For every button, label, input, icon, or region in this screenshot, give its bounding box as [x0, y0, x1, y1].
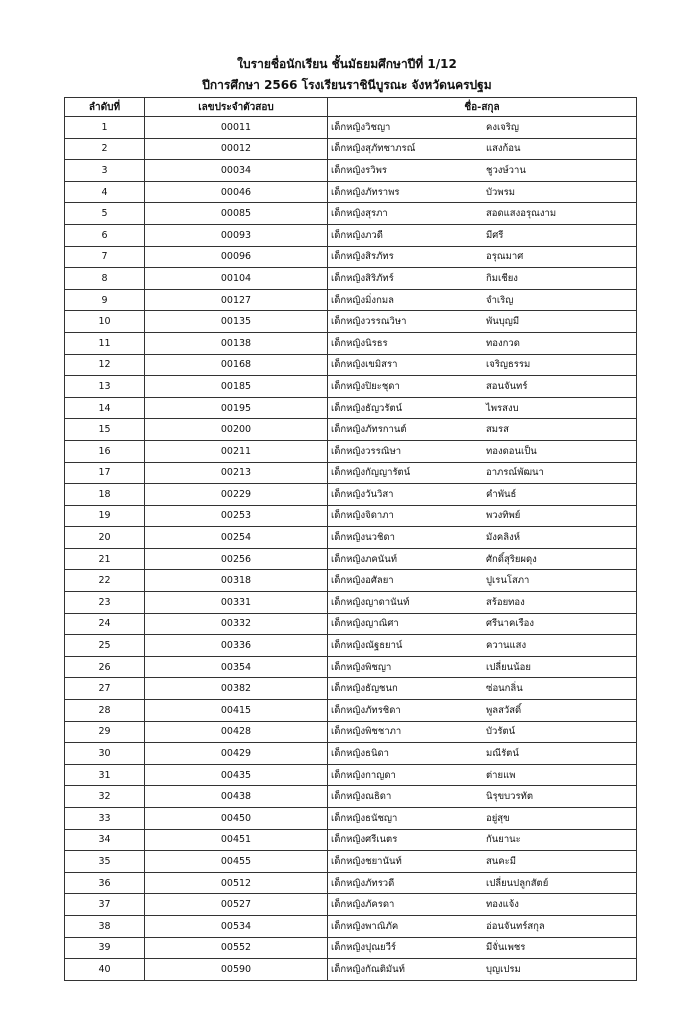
last-name: สนคะมี [486, 855, 517, 867]
first-name: เด็กหญิงธัญชนก [331, 683, 398, 695]
student-name [328, 570, 637, 592]
exam-id: 00534 [145, 915, 328, 937]
row-number: 25 [65, 635, 145, 657]
first-name: เด็กหญิงภวดี [331, 229, 383, 241]
exam-id: 00256 [145, 548, 328, 570]
first-name: เด็กหญิงรวิพร [331, 164, 387, 176]
last-name: อ่อนจันทร์สกุล [486, 920, 545, 932]
exam-id: 00455 [145, 851, 328, 873]
row-number: 39 [65, 937, 145, 959]
last-name: จำเริญ [486, 294, 514, 306]
first-name: เด็กหญิงภคนันท์ [331, 553, 398, 565]
table-row [65, 592, 637, 614]
last-name: สร้อยทอง [486, 596, 525, 608]
first-name: เด็กหญิงภัทรวดี [331, 877, 395, 889]
row-number: 21 [65, 548, 145, 570]
table-row [65, 613, 637, 635]
exam-id: 00211 [145, 440, 328, 462]
exam-id: 00185 [145, 376, 328, 398]
student-name [328, 786, 637, 808]
last-name: สมรส [486, 424, 509, 436]
first-name: เด็กหญิงจิดาภา [331, 510, 394, 522]
row-number: 10 [65, 311, 145, 333]
row-number: 12 [65, 354, 145, 376]
student-name [328, 872, 637, 894]
exam-id: 00253 [145, 505, 328, 527]
last-name: มณีรัตน์ [486, 748, 519, 760]
row-number: 2 [65, 138, 145, 160]
last-name: ชูวงษ์วาน [486, 164, 526, 176]
row-number: 19 [65, 505, 145, 527]
row-number: 24 [65, 613, 145, 635]
last-name: ต่ายแพ [486, 769, 516, 781]
exam-id: 00168 [145, 354, 328, 376]
student-name [328, 117, 637, 139]
first-name: เด็กหญิงอศัลยา [331, 575, 394, 587]
header-name: ชื่อ-สกุล [328, 98, 637, 117]
row-number: 29 [65, 721, 145, 743]
row-number: 5 [65, 203, 145, 225]
last-name: กิมเชียง [486, 272, 518, 284]
row-number: 7 [65, 246, 145, 268]
table-row [65, 678, 637, 700]
student-name [328, 354, 637, 376]
table-row [65, 570, 637, 592]
first-name: เด็กหญิงสุภัทชาภรณ์ [331, 143, 416, 155]
last-name: กันยานะ [486, 834, 521, 846]
student-name [328, 462, 637, 484]
table-row [65, 829, 637, 851]
first-name: เด็กหญิงมิ่งกมล [331, 294, 394, 306]
exam-id: 00135 [145, 311, 328, 333]
first-name: เด็กหญิงสุรภา [331, 208, 388, 220]
exam-id: 00450 [145, 808, 328, 830]
first-name: เด็กหญิงภัครดา [331, 899, 395, 911]
row-number: 38 [65, 915, 145, 937]
row-number: 31 [65, 764, 145, 786]
exam-id: 00428 [145, 721, 328, 743]
table-row [65, 440, 637, 462]
student-name [328, 592, 637, 614]
last-name: บัวพรม [486, 186, 515, 198]
table-header-row [65, 98, 637, 117]
first-name: เด็กหญิงวรรณวิษา [331, 316, 407, 328]
table-row [65, 332, 637, 354]
student-name [328, 138, 637, 160]
exam-id: 00318 [145, 570, 328, 592]
last-name: นิรุขบวรทัต [486, 791, 533, 803]
table-row [65, 764, 637, 786]
exam-id: 00451 [145, 829, 328, 851]
row-number: 35 [65, 851, 145, 873]
exam-id: 00046 [145, 181, 328, 203]
first-name: เด็กหญิงปิยะชุดา [331, 380, 400, 392]
first-name: เด็กหญิงปุณยวีร์ [331, 942, 397, 954]
table-body [65, 117, 637, 981]
table-row [65, 700, 637, 722]
first-name: เด็กหญิงกัญญารัตน์ [331, 467, 411, 479]
first-name: เด็กหญิงกาญดา [331, 769, 396, 781]
last-name: ศรีนาคเรือง [486, 618, 535, 630]
table-row [65, 160, 637, 182]
student-name [328, 246, 637, 268]
first-name: เด็กหญิงวันวิสา [331, 488, 394, 500]
first-name: เด็กหญิงพิชชาภา [331, 726, 402, 738]
last-name: เปลี่ยนน้อย [486, 661, 531, 673]
last-name: บุญเปรม [486, 963, 521, 975]
row-number: 16 [65, 440, 145, 462]
last-name: สอดแสงอรุณงาม [486, 208, 557, 220]
exam-id: 00034 [145, 160, 328, 182]
exam-id: 00096 [145, 246, 328, 268]
table-row [65, 808, 637, 830]
first-name: เด็กหญิงวรรณิษา [331, 445, 402, 457]
first-name: เด็กหญิงญาณิศา [331, 618, 399, 630]
last-name: พันบุญมี [486, 316, 520, 328]
last-name: ทองกวด [486, 337, 520, 349]
exam-id: 00254 [145, 527, 328, 549]
student-name [328, 332, 637, 354]
student-name [328, 721, 637, 743]
first-name: เด็กหญิงวิชญา [331, 121, 391, 133]
row-number: 4 [65, 181, 145, 203]
last-name: ควานแสง [486, 640, 527, 652]
first-name: เด็กหญิงภัทราพร [331, 186, 400, 198]
table-row [65, 246, 637, 268]
last-name: แสงก้อน [486, 143, 521, 155]
student-name [328, 656, 637, 678]
row-number: 23 [65, 592, 145, 614]
exam-id: 00104 [145, 268, 328, 290]
exam-id: 00332 [145, 613, 328, 635]
first-name: เด็กหญิงภัทรกานต์ [331, 424, 407, 436]
table-row [65, 138, 637, 160]
row-number: 14 [65, 397, 145, 419]
header-number: ลำดับที่ [65, 98, 145, 117]
last-name: ซ่อนกลิ่น [486, 683, 523, 695]
table-row [65, 527, 637, 549]
student-table [64, 97, 637, 981]
row-number: 17 [65, 462, 145, 484]
student-name [328, 527, 637, 549]
document-title: ใบรายชื่อนักเรียน ชั้นมัธยมศึกษาปีที่ 1/12 [237, 57, 457, 71]
student-name [328, 937, 637, 959]
exam-id: 00093 [145, 224, 328, 246]
row-number: 34 [65, 829, 145, 851]
row-number: 22 [65, 570, 145, 592]
table-row [65, 419, 637, 441]
first-name: เด็กหญิงสิริภัทร์ [331, 272, 394, 284]
row-number: 8 [65, 268, 145, 290]
student-name [328, 915, 637, 937]
last-name: มีศรี [486, 229, 504, 241]
first-name: เด็กหญิงญาดานันท์ [331, 596, 410, 608]
first-name: เด็กหญิงชยานันท์ [331, 855, 402, 867]
exam-id: 00331 [145, 592, 328, 614]
row-number: 30 [65, 743, 145, 765]
last-name: พูลสวัสดิ์ [486, 704, 522, 716]
first-name: เด็กหญิงณธิดา [331, 791, 392, 803]
last-name: อยู่สุข [486, 812, 510, 824]
last-name: ศักดิ์สุริยผดุง [486, 553, 537, 565]
first-name: เด็กหญิงธนัชญา [331, 812, 398, 824]
first-name: เด็กหญิงศรีเนตร [331, 834, 398, 846]
student-name [328, 440, 637, 462]
row-number: 32 [65, 786, 145, 808]
first-name: เด็กหญิงณัฐธยาน์ [331, 640, 403, 652]
exam-id: 00085 [145, 203, 328, 225]
first-name: เด็กหญิงธัญวรัตน์ [331, 402, 403, 414]
table-row [65, 181, 637, 203]
last-name: เปลี่ยนปลูกสัตย์ [486, 877, 549, 889]
student-name [328, 851, 637, 873]
table-row [65, 354, 637, 376]
exam-id: 00229 [145, 484, 328, 506]
row-number: 9 [65, 289, 145, 311]
first-name: เด็กหญิงพิชญา [331, 661, 392, 673]
row-number: 1 [65, 117, 145, 139]
student-name [328, 311, 637, 333]
student-name [328, 829, 637, 851]
first-name: เด็กหญิงสิรภัทร [331, 251, 394, 263]
student-name [328, 959, 637, 981]
exam-id: 00200 [145, 419, 328, 441]
exam-id: 00415 [145, 700, 328, 722]
table-row [65, 311, 637, 333]
exam-id: 00011 [145, 117, 328, 139]
last-name: มังคลิงห์ [486, 532, 520, 544]
table-row [65, 894, 637, 916]
last-name: สอนจันทร์ [486, 380, 528, 392]
table-row [65, 462, 637, 484]
row-number: 13 [65, 376, 145, 398]
table-row [65, 915, 637, 937]
row-number: 37 [65, 894, 145, 916]
row-number: 33 [65, 808, 145, 830]
student-name [328, 808, 637, 830]
table-row [65, 656, 637, 678]
exam-id: 00213 [145, 462, 328, 484]
last-name: ปูเรนโสภา [486, 575, 530, 587]
student-name [328, 268, 637, 290]
row-number: 28 [65, 700, 145, 722]
student-name [328, 764, 637, 786]
row-number: 6 [65, 224, 145, 246]
last-name: บัวรัตน์ [486, 726, 516, 738]
exam-id: 00438 [145, 786, 328, 808]
exam-id: 00382 [145, 678, 328, 700]
exam-id: 00195 [145, 397, 328, 419]
student-name [328, 376, 637, 398]
student-name [328, 635, 637, 657]
first-name: เด็กหญิงนิรธร [331, 337, 388, 349]
document-subtitle: ปีการศึกษา 2566 โรงเรียนราชินีบูรณะ จังหวัดนครปฐม [202, 78, 492, 92]
exam-id: 00429 [145, 743, 328, 765]
table-row [65, 786, 637, 808]
student-name [328, 613, 637, 635]
exam-id: 00512 [145, 872, 328, 894]
exam-id: 00527 [145, 894, 328, 916]
last-name: อาภรณ์พัฒนา [486, 467, 544, 479]
table-row [65, 743, 637, 765]
student-name [328, 160, 637, 182]
table-row [65, 635, 637, 657]
table-row [65, 548, 637, 570]
last-name: เจริญธรรม [486, 359, 531, 371]
last-name: อรุณมาศ [486, 251, 524, 263]
exam-id: 00354 [145, 656, 328, 678]
last-name: ไพรสงบ [486, 402, 519, 414]
student-name [328, 289, 637, 311]
last-name: ทองแจ้ง [486, 899, 519, 911]
student-name [328, 181, 637, 203]
last-name: ทองดอนเป็น [486, 445, 537, 457]
student-name [328, 548, 637, 570]
row-number: 3 [65, 160, 145, 182]
exam-id: 00012 [145, 138, 328, 160]
table-row [65, 505, 637, 527]
student-name [328, 894, 637, 916]
first-name: เด็กหญิงนวชิดา [331, 532, 395, 544]
row-number: 15 [65, 419, 145, 441]
student-name [328, 397, 637, 419]
student-name [328, 419, 637, 441]
student-name [328, 484, 637, 506]
first-name: เด็กหญิงเขมิสรา [331, 359, 398, 371]
table-row [65, 484, 637, 506]
row-number: 36 [65, 872, 145, 894]
last-name: คำพันธ์ [486, 488, 517, 500]
student-name [328, 203, 637, 225]
student-name [328, 224, 637, 246]
table-row [65, 268, 637, 290]
last-name: มีจั่นเพชร [486, 942, 526, 954]
table-row [65, 224, 637, 246]
first-name: เด็กหญิงภัทรชิดา [331, 704, 401, 716]
last-name: พวงทิพย์ [486, 510, 521, 522]
row-number: 18 [65, 484, 145, 506]
table-row [65, 959, 637, 981]
exam-id: 00590 [145, 959, 328, 981]
last-name: คงเจริญ [486, 121, 520, 133]
table-row [65, 937, 637, 959]
table-row [65, 289, 637, 311]
first-name: เด็กหญิงธนิดา [331, 748, 389, 760]
first-name: เด็กหญิงกัณติมันท์ [331, 963, 405, 975]
row-number: 11 [65, 332, 145, 354]
table-row [65, 376, 637, 398]
student-name [328, 743, 637, 765]
exam-id: 00138 [145, 332, 328, 354]
student-name [328, 678, 637, 700]
table-row [65, 203, 637, 225]
header-exam-id: เลขประจำตัวสอบ [145, 98, 328, 117]
student-name [328, 505, 637, 527]
exam-id: 00552 [145, 937, 328, 959]
row-number: 40 [65, 959, 145, 981]
table-row [65, 851, 637, 873]
table-row [65, 872, 637, 894]
exam-id: 00127 [145, 289, 328, 311]
table-row [65, 397, 637, 419]
table-row [65, 721, 637, 743]
student-name [328, 700, 637, 722]
row-number: 20 [65, 527, 145, 549]
table-row [65, 117, 637, 139]
row-number: 26 [65, 656, 145, 678]
exam-id: 00435 [145, 764, 328, 786]
exam-id: 00336 [145, 635, 328, 657]
first-name: เด็กหญิงพาณิภัค [331, 920, 399, 932]
row-number: 27 [65, 678, 145, 700]
